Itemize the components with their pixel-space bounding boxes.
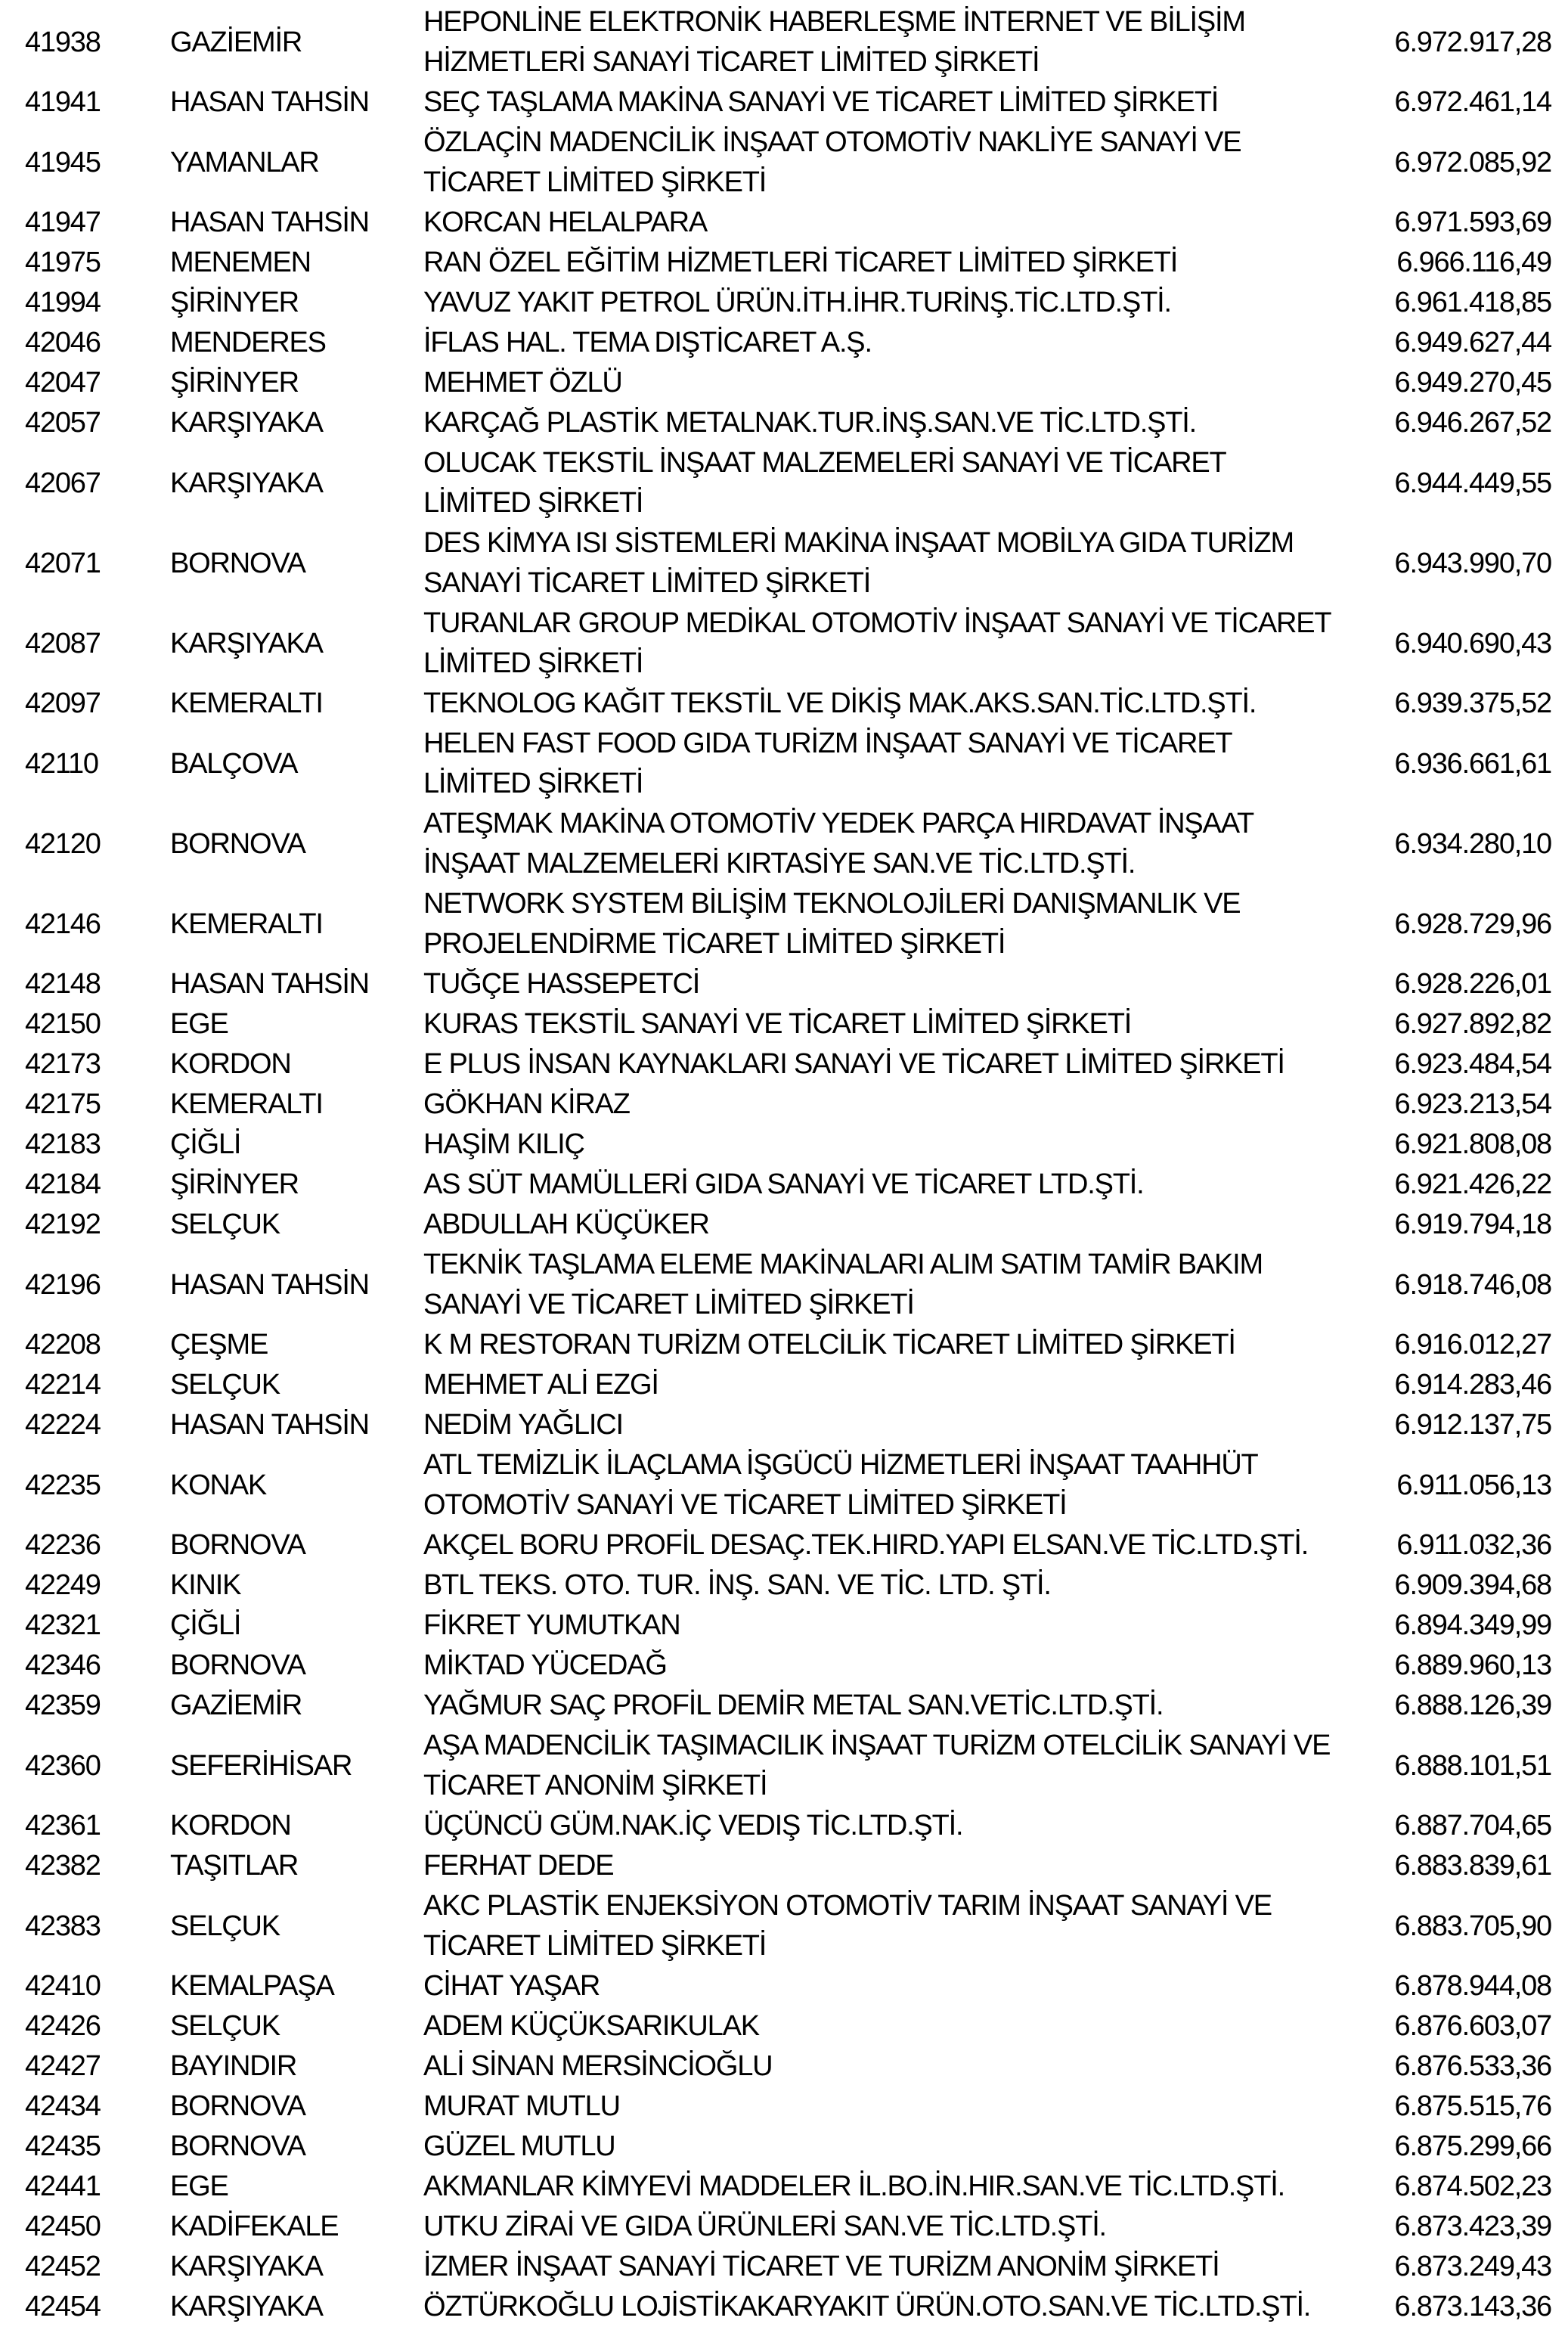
row-number-cell: 42148 — [25, 968, 101, 1000]
taxpayer-name-cell: HELEN FAST FOOD GIDA TURİZM İNŞAAT SANAYİ VE TİCARET LİMİTED ŞİRKETİ — [423, 728, 1232, 799]
tax-office-cell: KARŞIYAKA — [170, 467, 323, 499]
row-number-cell: 42196 — [25, 1268, 101, 1301]
debt-amount-cell: 6.883.839,61 — [1394, 1850, 1551, 1882]
debt-amount-cell: 6.921.808,08 — [1394, 1128, 1551, 1160]
table-row — [0, 1966, 1568, 2006]
table-row — [0, 2127, 1568, 2167]
taxpayer-name-cell: K M RESTORAN TURİZM OTELCİLİK TİCARET LİMİTED ŞİRKETİ — [423, 1329, 1235, 1361]
tax-office-cell: KARŞIYAKA — [170, 2291, 323, 2322]
debt-amount-cell: 6.883.705,90 — [1394, 1910, 1551, 1942]
debt-amount-cell: 6.916.012,27 — [1394, 1329, 1551, 1361]
table-row — [0, 1004, 1568, 1044]
tax-office-cell: KEMERALTI — [170, 1088, 323, 1120]
row-number-cell: 42087 — [25, 627, 101, 659]
debt-amount-cell: 6.943.990,70 — [1394, 547, 1551, 579]
taxpayer-name-cell: ATL TEMİZLİK İLAÇLAMA İŞGÜCÜ HİZMETLERİ İNŞAAT TAAHHÜT OTOMOTİV SANAYİ VE TİCARET LİMİTED ŞİRKETİ — [423, 1449, 1257, 1521]
table-row — [0, 964, 1568, 1004]
taxpayer-name-cell: UTKU ZİRAİ VE GIDA ÜRÜNLERİ SAN.VE TİC.LTD.ŞTİ. — [423, 2211, 1106, 2242]
table-row — [0, 2087, 1568, 2127]
row-number-cell: 42359 — [25, 1689, 101, 1721]
row-number-cell: 42046 — [25, 327, 101, 358]
table-row — [0, 2046, 1568, 2087]
tax-office-cell: KARŞIYAKA — [170, 407, 323, 439]
row-number-cell: 42236 — [25, 1529, 101, 1561]
debt-amount-cell: 6.961.418,85 — [1394, 287, 1551, 318]
tax-office-cell: BORNOVA — [170, 1649, 305, 1681]
taxpayer-name-cell: TUĞÇE HASSEPETCİ — [423, 968, 700, 1000]
debt-amount-cell: 6.889.960,13 — [1394, 1649, 1551, 1681]
debt-amount-cell: 6.887.704,65 — [1394, 1810, 1551, 1841]
tax-office-cell: HASAN TAHSİN — [170, 1409, 369, 1441]
table-row — [0, 443, 1568, 523]
tax-office-cell: ŞİRİNYER — [170, 287, 299, 318]
row-number-cell: 42346 — [25, 1649, 101, 1681]
taxpayer-name-cell: FİKRET YUMUTKAN — [423, 1609, 680, 1641]
taxpayer-name-cell: ALİ SİNAN MERSİNCİOĞLU — [423, 2050, 773, 2082]
tax-office-cell: EGE — [170, 1008, 228, 1040]
tax-office-cell: YAMANLAR — [170, 146, 319, 178]
row-number-cell: 41994 — [25, 287, 101, 318]
debt-amount-cell: 6.873.249,43 — [1394, 2251, 1551, 2282]
debt-amount-cell: 6.911.032,36 — [1396, 1529, 1551, 1561]
tax-office-cell: HASAN TAHSİN — [170, 1268, 369, 1301]
row-number-cell: 42175 — [25, 1088, 101, 1120]
debt-amount-cell: 6.912.137,75 — [1394, 1409, 1551, 1441]
tax-office-cell: ŞİRİNYER — [170, 1168, 299, 1200]
row-number-cell: 42235 — [25, 1469, 101, 1501]
table-row — [0, 1726, 1568, 1806]
debt-amount-cell: 6.927.892,82 — [1394, 1008, 1551, 1040]
table-row — [0, 1165, 1568, 1205]
table-row — [0, 363, 1568, 403]
tax-office-cell: KEMERALTI — [170, 687, 323, 719]
tax-office-cell: ÇEŞME — [170, 1329, 268, 1361]
table-row — [0, 2287, 1568, 2327]
row-number-cell: 42434 — [25, 2090, 101, 2122]
debt-amount-cell: 6.874.502,23 — [1394, 2170, 1551, 2202]
row-number-cell: 42214 — [25, 1369, 101, 1401]
table-row — [0, 2207, 1568, 2247]
row-number-cell: 42427 — [25, 2050, 101, 2082]
row-number-cell: 42224 — [25, 1409, 101, 1441]
debt-amount-cell: 6.966.116,49 — [1396, 247, 1551, 278]
table-row — [0, 82, 1568, 123]
tax-office-cell: BAYINDIR — [170, 2050, 297, 2082]
taxpayer-name-cell: AŞA MADENCİLİK TAŞIMACILIK İNŞAAT TURİZM OTELCİLİK SANAYİ VE TİCARET ANONİM ŞİRKETİ — [423, 1730, 1331, 1801]
debt-amount-cell: 6.939.375,52 — [1394, 687, 1551, 719]
row-number-cell: 42110 — [25, 747, 98, 780]
taxpayer-name-cell: KORCAN HELALPARA — [423, 206, 707, 238]
debt-amount-cell: 6.914.283,46 — [1394, 1369, 1551, 1401]
debt-amount-cell: 6.940.690,43 — [1394, 627, 1551, 659]
tax-office-cell: ÇİĞLİ — [170, 1609, 241, 1641]
tax-office-cell: HASAN TAHSİN — [170, 968, 369, 1000]
tax-office-cell: TAŞITLAR — [170, 1850, 299, 1882]
tax-office-cell: BORNOVA — [170, 827, 305, 860]
row-number-cell: 41975 — [25, 247, 101, 278]
taxpayer-name-cell: ATEŞMAK MAKİNA OTOMOTİV YEDEK PARÇA HIRDAVAT İNŞAAT İNŞAAT MALZEMELERİ KIRTASİYE SAN.VE TİC.LTD.ŞTİ. — [423, 808, 1253, 880]
taxpayer-name-cell: ÖZTÜRKOĞLU LOJİSTİKAKARYAKIT ÜRÜN.OTO.SAN.VE TİC.LTD.ŞTİ. — [423, 2291, 1311, 2322]
debt-amount-cell: 6.923.484,54 — [1394, 1048, 1551, 1080]
debt-amount-cell: 6.949.627,44 — [1394, 327, 1551, 358]
debt-amount-cell: 6.923.213,54 — [1394, 1088, 1551, 1120]
debt-amount-cell: 6.894.349,99 — [1394, 1609, 1551, 1641]
taxpayer-name-cell: AKÇEL BORU PROFİL DESAÇ.TEK.HIRD.YAPI ELSAN.VE TİC.LTD.ŞTİ. — [423, 1529, 1309, 1561]
tax-office-cell: SELÇUK — [170, 1369, 280, 1401]
taxpayer-name-cell: KURAS TEKSTİL SANAYİ VE TİCARET LİMİTED ŞİRKETİ — [423, 1008, 1132, 1040]
tax-office-cell: BORNOVA — [170, 2130, 305, 2162]
taxpayer-name-cell: E PLUS İNSAN KAYNAKLARI SANAYİ VE TİCARET LİMİTED ŞİRKETİ — [423, 1048, 1284, 1080]
table-row — [0, 2167, 1568, 2207]
table-row — [0, 1525, 1568, 1565]
row-number-cell: 42192 — [25, 1208, 101, 1240]
row-number-cell: 42097 — [25, 687, 101, 719]
table-row — [0, 123, 1568, 203]
table-row — [0, 403, 1568, 443]
debt-amount-cell: 6.919.794,18 — [1394, 1208, 1551, 1240]
tax-office-cell: KADİFEKALE — [170, 2211, 339, 2242]
row-number-cell: 42067 — [25, 467, 101, 499]
tax-office-cell: KINIK — [170, 1569, 241, 1601]
taxpayer-name-cell: TURANLAR GROUP MEDİKAL OTOMOTİV İNŞAAT SANAYİ VE TİCARET LİMİTED ŞİRKETİ — [423, 607, 1331, 679]
row-number-cell: 42150 — [25, 1008, 101, 1040]
table-row — [0, 1325, 1568, 1365]
taxpayer-name-cell: NETWORK SYSTEM BİLİŞİM TEKNOLOJİLERİ DANIŞMANLIK VE PROJELENDİRME TİCARET LİMİTED ŞİRKETİ — [423, 888, 1241, 960]
taxpayer-name-cell: CİHAT YAŞAR — [423, 1970, 600, 2002]
debt-amount-cell: 6.972.461,14 — [1394, 86, 1551, 118]
table-row — [0, 283, 1568, 323]
table-row — [0, 1686, 1568, 1726]
table-row — [0, 1245, 1568, 1325]
debt-amount-cell: 6.972.917,28 — [1394, 26, 1551, 58]
row-number-cell: 42361 — [25, 1810, 101, 1841]
row-number-cell: 42071 — [25, 547, 101, 579]
tax-office-cell: BORNOVA — [170, 1529, 305, 1561]
table-row — [0, 724, 1568, 804]
debt-amount-cell: 6.934.280,10 — [1394, 827, 1551, 860]
table-row — [0, 1365, 1568, 1405]
row-number-cell: 41938 — [25, 26, 101, 58]
row-number-cell: 42057 — [25, 407, 101, 439]
debt-amount-cell: 6.918.746,08 — [1394, 1268, 1551, 1301]
taxpayer-name-cell: AS SÜT MAMÜLLERİ GIDA SANAYİ VE TİCARET LTD.ŞTİ. — [423, 1168, 1144, 1200]
row-number-cell: 42450 — [25, 2211, 101, 2242]
table-row — [0, 1565, 1568, 1606]
table-row — [0, 1846, 1568, 1886]
table-row — [0, 1606, 1568, 1646]
row-number-cell: 41947 — [25, 206, 101, 238]
row-number-cell: 42146 — [25, 908, 101, 940]
table-row — [0, 2006, 1568, 2046]
row-number-cell: 41945 — [25, 146, 101, 178]
debt-amount-cell: 6.875.299,66 — [1394, 2130, 1551, 2162]
tax-office-cell: HASAN TAHSİN — [170, 86, 369, 118]
row-number-cell: 42441 — [25, 2170, 101, 2202]
taxpayer-name-cell: NEDİM YAĞLICI — [423, 1409, 623, 1441]
row-number-cell: 42047 — [25, 367, 101, 399]
taxpayer-name-cell: YAVUZ YAKIT PETROL ÜRÜN.İTH.İHR.TURİNŞ.TİC.LTD.ŞTİ. — [423, 287, 1171, 318]
taxpayer-name-cell: ADEM KÜÇÜKSARIKULAK — [423, 2010, 759, 2042]
debt-amount-cell: 6.876.603,07 — [1394, 2010, 1551, 2042]
tax-office-cell: KEMALPAŞA — [170, 1970, 334, 2002]
debt-amount-cell: 6.911.056,13 — [1396, 1469, 1551, 1501]
taxpayer-name-cell: YAĞMUR SAÇ PROFİL DEMİR METAL SAN.VETİC.LTD.ŞTİ. — [423, 1689, 1164, 1721]
taxpayer-name-cell: ÖZLAÇİN MADENCİLİK İNŞAAT OTOMOTİV NAKLİYE SANAYİ VE TİCARET LİMİTED ŞİRKETİ — [423, 126, 1241, 198]
debt-amount-cell: 6.878.944,08 — [1394, 1970, 1551, 2002]
taxpayer-name-cell: KARÇAĞ PLASTİK METALNAK.TUR.İNŞ.SAN.VE TİC.LTD.ŞTİ. — [423, 407, 1197, 439]
tax-office-cell: ÇİĞLİ — [170, 1128, 241, 1160]
debt-amount-cell: 6.888.126,39 — [1394, 1689, 1551, 1721]
debt-amount-cell: 6.928.729,96 — [1394, 908, 1551, 940]
table-row — [0, 1405, 1568, 1445]
debt-amount-cell: 6.873.143,36 — [1394, 2291, 1551, 2322]
taxpayer-name-cell: BTL TEKS. OTO. TUR. İNŞ. SAN. VE TİC. LTD. ŞTİ. — [423, 1569, 1051, 1601]
taxpayer-name-cell: RAN ÖZEL EĞİTİM HİZMETLERİ TİCARET LİMİTED ŞİRKETİ — [423, 247, 1178, 278]
tax-office-cell: MENEMEN — [170, 247, 311, 278]
tax-office-cell: MENDERES — [170, 327, 326, 358]
tax-office-cell: BORNOVA — [170, 2090, 305, 2122]
debt-amount-cell: 6.944.449,55 — [1394, 467, 1551, 499]
tax-office-cell: BALÇOVA — [170, 747, 298, 780]
row-number-cell: 42454 — [25, 2291, 101, 2322]
tax-debtors-table-body — [0, 2, 1568, 2327]
row-number-cell: 42120 — [25, 827, 101, 860]
row-number-cell: 41941 — [25, 86, 101, 118]
taxpayer-name-cell: AKMANLAR KİMYEVİ MADDELER İL.BO.İN.HIR.SAN.VE TİC.LTD.ŞTİ. — [423, 2170, 1284, 2202]
taxpayer-name-cell: ÜÇÜNCÜ GÜM.NAK.İÇ VEDIŞ TİC.LTD.ŞTİ. — [423, 1810, 963, 1841]
row-number-cell: 42183 — [25, 1128, 101, 1160]
debt-amount-cell: 6.972.085,92 — [1394, 146, 1551, 178]
table-row — [0, 203, 1568, 243]
row-number-cell: 42184 — [25, 1168, 101, 1200]
table-row — [0, 684, 1568, 724]
debt-amount-cell: 6.909.394,68 — [1394, 1569, 1551, 1601]
tax-office-cell: BORNOVA — [170, 547, 305, 579]
taxpayer-name-cell: MİKTAD YÜCEDAĞ — [423, 1649, 667, 1681]
row-number-cell: 42435 — [25, 2130, 101, 2162]
debt-amount-cell: 6.876.533,36 — [1394, 2050, 1551, 2082]
table-row — [0, 1084, 1568, 1125]
table-row — [0, 1806, 1568, 1846]
taxpayer-name-cell: GÖKHAN KİRAZ — [423, 1088, 630, 1120]
row-number-cell: 42382 — [25, 1850, 101, 1882]
taxpayer-name-cell: ABDULLAH KÜÇÜKER — [423, 1208, 709, 1240]
taxpayer-name-cell: TEKNİK TAŞLAMA ELEME MAKİNALARI ALIM SATIM TAMİR BAKIM SANAYİ VE TİCARET LİMİTED ŞİRKETİ — [423, 1249, 1263, 1320]
taxpayer-name-cell: GÜZEL MUTLU — [423, 2130, 615, 2162]
taxpayer-name-cell: AKC PLASTİK ENJEKSİYON OTOMOTİV TARIM İNŞAAT SANAYİ VE TİCARET LİMİTED ŞİRKETİ — [423, 1890, 1272, 1962]
debt-amount-cell: 6.928.226,01 — [1394, 968, 1551, 1000]
tax-office-cell: KARŞIYAKA — [170, 2251, 323, 2282]
taxpayer-name-cell: DES KİMYA ISI SİSTEMLERİ MAKİNA İNŞAAT MOBİLYA GIDA TURİZM SANAYİ TİCARET LİMİTED ŞİRKETİ — [423, 527, 1294, 599]
row-number-cell: 42452 — [25, 2251, 101, 2282]
tax-office-cell: KARŞIYAKA — [170, 627, 323, 659]
taxpayer-name-cell: MEHMET ÖZLÜ — [423, 367, 622, 399]
debt-amount-cell: 6.946.267,52 — [1394, 407, 1551, 439]
tax-office-cell: KORDON — [170, 1048, 291, 1080]
debt-amount-cell: 6.921.426,22 — [1394, 1168, 1551, 1200]
row-number-cell: 42173 — [25, 1048, 101, 1080]
row-number-cell: 42321 — [25, 1609, 101, 1641]
row-number-cell: 42426 — [25, 2010, 101, 2042]
tax-office-cell: EGE — [170, 2170, 228, 2202]
taxpayer-name-cell: MURAT MUTLU — [423, 2090, 620, 2122]
table-row — [0, 1125, 1568, 1165]
row-number-cell: 42360 — [25, 1749, 101, 1782]
taxpayer-name-cell: İFLAS HAL. TEMA DIŞTİCARET A.Ş. — [423, 327, 872, 358]
debt-amount-cell: 6.888.101,51 — [1394, 1749, 1551, 1782]
tax-office-cell: SELÇUK — [170, 2010, 280, 2042]
table-row — [0, 523, 1568, 603]
debt-amount-cell: 6.875.515,76 — [1394, 2090, 1551, 2122]
tax-office-cell: KONAK — [170, 1469, 267, 1501]
tax-office-cell: HASAN TAHSİN — [170, 206, 369, 238]
table-row — [0, 1044, 1568, 1084]
tax-office-cell: KEMERALTI — [170, 908, 323, 940]
taxpayer-name-cell: FERHAT DEDE — [423, 1850, 614, 1882]
row-number-cell: 42410 — [25, 1970, 101, 2002]
table-row — [0, 804, 1568, 884]
table-row — [0, 1646, 1568, 1686]
table-row — [0, 243, 1568, 283]
tax-office-cell: KORDON — [170, 1810, 291, 1841]
tax-office-cell: SEFERİHİSAR — [170, 1749, 352, 1782]
taxpayer-name-cell: HEPONLİNE ELEKTRONİK HABERLEŞME İNTERNET VE BİLİŞİM HİZMETLERİ SANAYİ TİCARET LİMİTED ŞİRKETİ — [423, 6, 1245, 78]
row-number-cell: 42249 — [25, 1569, 101, 1601]
tax-office-cell: SELÇUK — [170, 1910, 280, 1942]
row-number-cell: 42208 — [25, 1329, 101, 1361]
taxpayer-name-cell: HAŞİM KILIÇ — [423, 1128, 584, 1160]
tax-debtors-table — [0, 2, 1568, 2327]
table-row — [0, 1205, 1568, 1245]
debt-amount-cell: 6.873.423,39 — [1394, 2211, 1551, 2242]
taxpayer-name-cell: MEHMET ALİ EZGİ — [423, 1369, 658, 1401]
taxpayer-name-cell: SEÇ TAŞLAMA MAKİNA SANAYİ VE TİCARET LİMİTED ŞİRKETİ — [423, 86, 1219, 118]
table-row — [0, 2247, 1568, 2287]
table-row — [0, 1886, 1568, 1966]
debt-amount-cell: 6.936.661,61 — [1394, 747, 1551, 780]
row-number-cell: 42383 — [25, 1910, 101, 1942]
taxpayer-name-cell: OLUCAK TEKSTİL İNŞAAT MALZEMELERİ SANAYİ VE TİCARET LİMİTED ŞİRKETİ — [423, 447, 1226, 519]
taxpayer-name-cell: İZMER İNŞAAT SANAYİ TİCARET VE TURİZM ANONİM ŞİRKETİ — [423, 2251, 1219, 2282]
table-row — [0, 2, 1568, 82]
debt-amount-cell: 6.949.270,45 — [1394, 367, 1551, 399]
table-row — [0, 1445, 1568, 1525]
debt-amount-cell: 6.971.593,69 — [1394, 206, 1551, 238]
tax-office-cell: GAZİEMİR — [170, 1689, 302, 1721]
tax-office-cell: ŞİRİNYER — [170, 367, 299, 399]
tax-office-cell: GAZİEMİR — [170, 26, 302, 58]
table-row — [0, 884, 1568, 964]
tax-office-cell: SELÇUK — [170, 1208, 280, 1240]
table-row — [0, 323, 1568, 363]
taxpayer-name-cell: TEKNOLOG KAĞIT TEKSTİL VE DİKİŞ MAK.AKS.SAN.TİC.LTD.ŞTİ. — [423, 687, 1257, 719]
table-row — [0, 603, 1568, 684]
